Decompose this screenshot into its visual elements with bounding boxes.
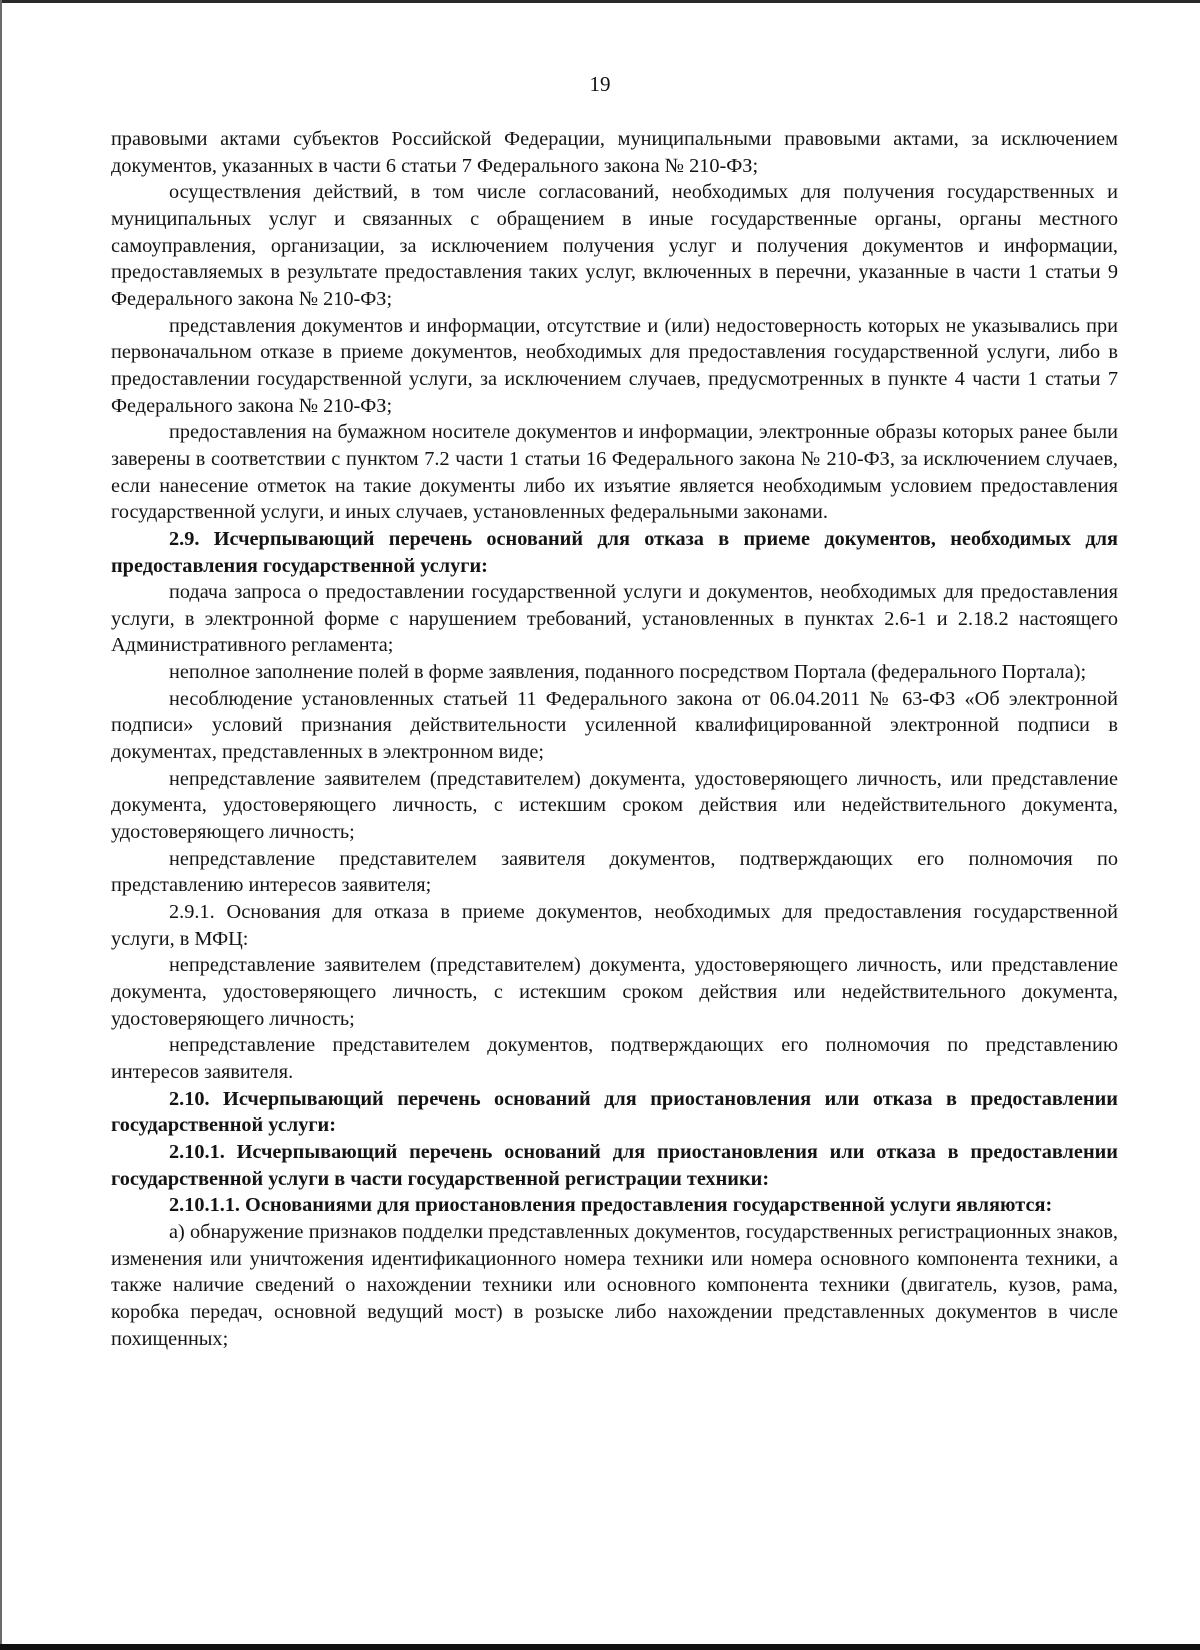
scan-edge-bottom — [0, 1644, 1200, 1650]
paragraph: непредставление заявителем (представителем) документа, удостоверяющего личность, или представление документа, удостоверяющего личность, с истекшим сроком действия или недействительного документа, удостоверяющего личность; — [111, 767, 1118, 844]
paragraph: 2.10. Исчерпывающий перечень оснований для приостановления или отказа в предоставлении государственной услуги: — [111, 1087, 1118, 1137]
document-body — [111, 126, 1118, 1352]
paragraph: 2.10.1.1. Основаниями для приостановления предоставления государственной услуги являются: — [169, 1194, 1053, 1217]
scan-edge-left — [0, 0, 2, 1650]
paragraph: несоблюдение установленных статьей 11 Федерального закона от 06.04.2011 № 63-ФЗ «Об электронной подписи» условий признания действительности усиленной квалифицированной электронной подписи в документах, представленных в электронном виде; — [111, 687, 1118, 764]
paragraph: непредставление представителем документов, подтверждающих его полномочия по представлению интересов заявителя. — [111, 1034, 1118, 1083]
scan-edge-top — [0, 0, 1200, 3]
paragraph: 2.9.1. Основания для отказа в приеме документов, необходимых для предоставления государственной услуги, в МФЦ: — [111, 901, 1118, 950]
paragraph: непредставление заявителем (представителем) документа, удостоверяющего личность, или представление документа, удостоверяющего личность, с истекшим сроком действия или недействительного документа, удостоверяющего личность; — [111, 954, 1118, 1030]
paragraph: осуществления действий, в том числе согласований, необходимых для получения государственных и муниципальных услуг и связанных с обращением в иные государственные органы, органы местного самоуправления, организации, за исключением получения услуг и получения документов и информации, предоставляемых в результате предоставления таких услуг, включенных в перечни, указанные в части 1 статьи 9 Федерального закона № 210-ФЗ; — [111, 181, 1118, 310]
paragraph: подача запроса о предоставлении государственной услуги и документов, необходимых для предоставления услуги, в электронной форме с нарушением требований, установленных в пунктах 2.6-1 и 2.18.2 настоящего Административного регламента; — [111, 581, 1118, 657]
paragraph: 2.9. Исчерпывающий перечень оснований для отказа в приеме документов, необходимых для предоставления государственной услуги: — [111, 527, 1118, 577]
paragraph: предоставления на бумажном носителе документов и информации, электронные образы которых ранее были заверены в соответствии с пунктом 7.2 части 1 статьи 16 Федерального закона № 210-ФЗ, за исключением случаев, если нанесение отметок на такие документы либо их изъятие является необходимым условием предоставления государственной услуги, и иных случаев, установленных федеральными законами. — [111, 421, 1118, 524]
paragraph: непредставление представителем заявителя документов, подтверждающих его полномочия по представлению интересов заявителя; — [111, 847, 1118, 897]
paragraph: а) обнаружение признаков подделки представленных документов, государственных регистрационных знаков, изменения или уничтожения идентификационного номера техники или номера основного компонента техники, а также наличие сведений о нахождении техники или основного компонента техники (двигатель, кузов, рама, коробка передач, основной ведущий мост) в розыске либо нахождении представленных документов в числе похищенных; — [111, 1220, 1118, 1350]
paragraph: 2.10.1. Исчерпывающий перечень оснований для приостановления или отказа в предоставлении государственной услуги в части государственной регистрации техники: — [111, 1140, 1118, 1190]
paragraph: правовыми актами субъектов Российской Федерации, муниципальными правовыми актами, за исключением документов, указанных в части 6 статьи 7 Федерального закона № 210-ФЗ; — [111, 128, 1118, 177]
paragraph: представления документов и информации, отсутствие и (или) недостоверность которых не указывались при первоначальном отказе в приеме документов, необходимых для предоставления государственной услуги, либо в предоставлении государственной услуги, за исключением случаев, предусмотренных в пункте 4 части 1 статьи 7 Федерального закона № 210-ФЗ; — [111, 314, 1118, 417]
page-number: 19 — [589, 72, 611, 96]
paragraph: неполное заполнение полей в форме заявления, поданного посредством Портала (федерального Портала); — [169, 661, 1087, 684]
